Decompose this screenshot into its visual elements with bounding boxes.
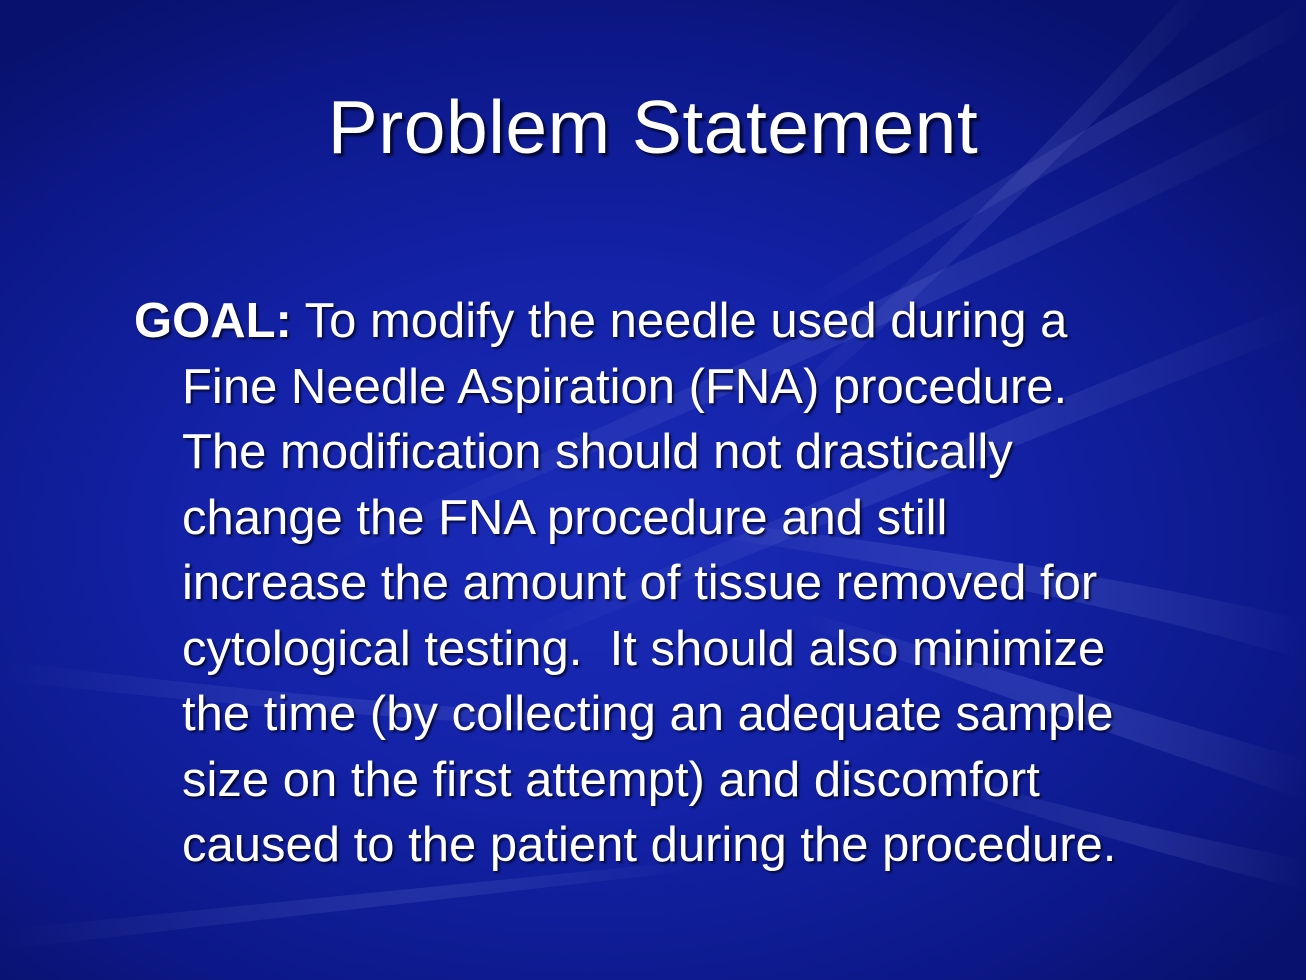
goal-line-1 (134, 289, 1254, 355)
goal-paragraph (134, 289, 1254, 879)
goal-text-line: The modification should not drastically (182, 425, 1013, 479)
goal-label: GOAL: (134, 294, 292, 348)
goal-text-line: cytological testing. It should also minimize (182, 621, 1106, 676)
slide-title: Problem Statement (327, 85, 979, 169)
goal-text-line: To modify the needle used during a (291, 294, 1068, 348)
goal-text-line: increase the amount of tissue removed for (182, 556, 1098, 610)
goal-text-line: Fine Needle Aspiration (FNA) procedure. (182, 359, 1068, 414)
goal-text-line: caused to the patient during the procedure. (182, 818, 1117, 872)
goal-text-line: size on the first attempt) and discomfort (182, 752, 1040, 807)
goal-text-line: change the FNA procedure and still (182, 490, 948, 545)
goal-text-line: the time (by collecting an adequate sample (182, 687, 1114, 741)
